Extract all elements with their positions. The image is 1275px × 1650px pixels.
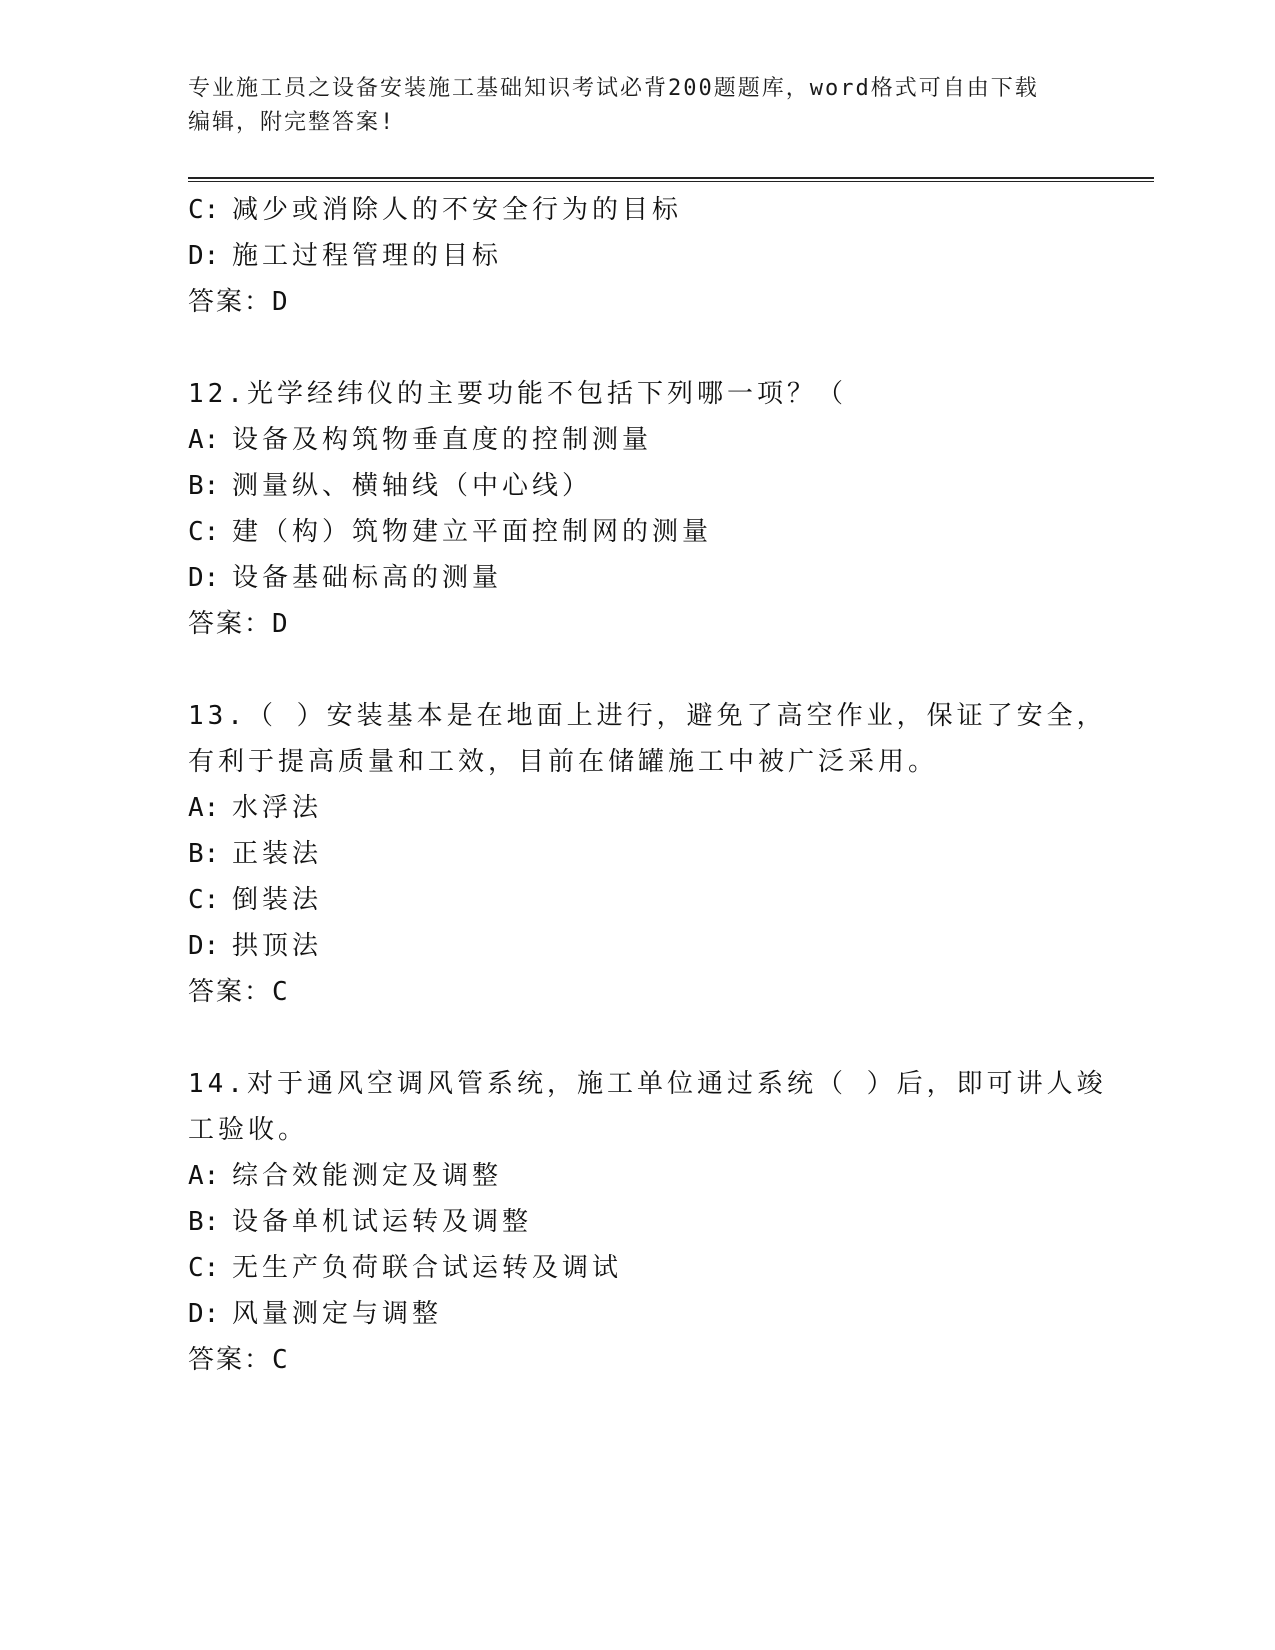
question-stem-continued: 有利于提高质量和工效，目前在储罐施工中被广泛采用。 [188, 747, 939, 777]
option-text: 设备基础标高的测量 [232, 563, 503, 593]
answer-label: 答案： [188, 1345, 273, 1375]
option-key: C: [188, 885, 220, 915]
option-c [188, 877, 1088, 923]
option-c [188, 509, 1088, 555]
option-key: D: [188, 563, 220, 593]
option-b [188, 1199, 1088, 1245]
question-stem: 14.对于通风空调风管系统，施工单位通过系统（ ）后，即可讲人竣 [188, 1069, 1107, 1099]
page-header [188, 72, 1078, 140]
option-key: B: [188, 471, 220, 501]
option-key: D: [188, 241, 220, 271]
option-key: C: [188, 517, 220, 547]
answer-line [188, 601, 1088, 647]
option-key: A: [188, 793, 220, 823]
option-key: C: [188, 1253, 220, 1283]
option-text: 拱顶法 [232, 931, 323, 961]
option-key: C: [188, 195, 220, 225]
option-text: 施工过程管理的目标 [232, 241, 503, 271]
question-12 [188, 371, 1088, 647]
question-stem: 13.（ ）安装基本是在地面上进行，避免了高空作业，保证了安全， [188, 701, 1107, 731]
header-title-line-2: 编辑，附完整答案! [188, 110, 396, 135]
option-a [188, 417, 1088, 463]
option-text: 设备单机试运转及调整 [232, 1207, 533, 1237]
option-d [188, 233, 1088, 279]
answer-label: 答案： [188, 977, 273, 1007]
option-c [188, 187, 1088, 233]
option-a [188, 785, 1088, 831]
option-key: B: [188, 839, 220, 869]
question-stem: 12.光学经纬仪的主要功能不包括下列哪一项？（ [188, 379, 847, 409]
option-d [188, 1291, 1088, 1337]
option-text: 建（构）筑物建立平面控制网的测量 [232, 517, 713, 547]
question-fragment [188, 187, 1088, 325]
option-text: 倒装法 [232, 885, 323, 915]
question-stem-continued: 工验收。 [188, 1115, 309, 1145]
option-key: A: [188, 425, 220, 455]
option-d [188, 923, 1088, 969]
option-text: 测量纵、横轴线（中心线） [232, 471, 593, 501]
option-text: 无生产负荷联合试运转及调试 [232, 1253, 623, 1283]
answer-line [188, 279, 1088, 325]
option-text: 减少或消除人的不安全行为的目标 [232, 195, 683, 225]
answer-value: D [272, 609, 290, 639]
answer-value: C [272, 1345, 290, 1375]
option-d [188, 555, 1088, 601]
header-title-line-1: 专业施工员之设备安装施工基础知识考试必背200题题库，word格式可自由下载 [188, 76, 1039, 101]
option-text: 正装法 [232, 839, 323, 869]
answer-line [188, 969, 1088, 1015]
option-c [188, 1245, 1088, 1291]
spacer [188, 325, 1088, 371]
answer-label: 答案： [188, 287, 273, 317]
question-14 [188, 1061, 1107, 1383]
answer-value: C [272, 977, 290, 1007]
option-text: 风量测定与调整 [232, 1299, 443, 1329]
option-b [188, 463, 1088, 509]
header-divider [188, 177, 1154, 182]
option-key: B: [188, 1207, 220, 1237]
question-13 [188, 693, 1107, 1015]
option-key: A: [188, 1161, 220, 1191]
answer-label: 答案： [188, 609, 273, 639]
answer-value: D [272, 287, 290, 317]
document-body [188, 187, 1107, 1383]
spacer [188, 1015, 1088, 1061]
option-text: 综合效能测定及调整 [232, 1161, 503, 1191]
option-text: 设备及构筑物垂直度的控制测量 [232, 425, 653, 455]
spacer [188, 647, 1088, 693]
option-text: 水浮法 [232, 793, 323, 823]
option-b [188, 831, 1088, 877]
option-key: D: [188, 931, 220, 961]
option-a [188, 1153, 1088, 1199]
option-key: D: [188, 1299, 220, 1329]
answer-line [188, 1337, 1088, 1383]
